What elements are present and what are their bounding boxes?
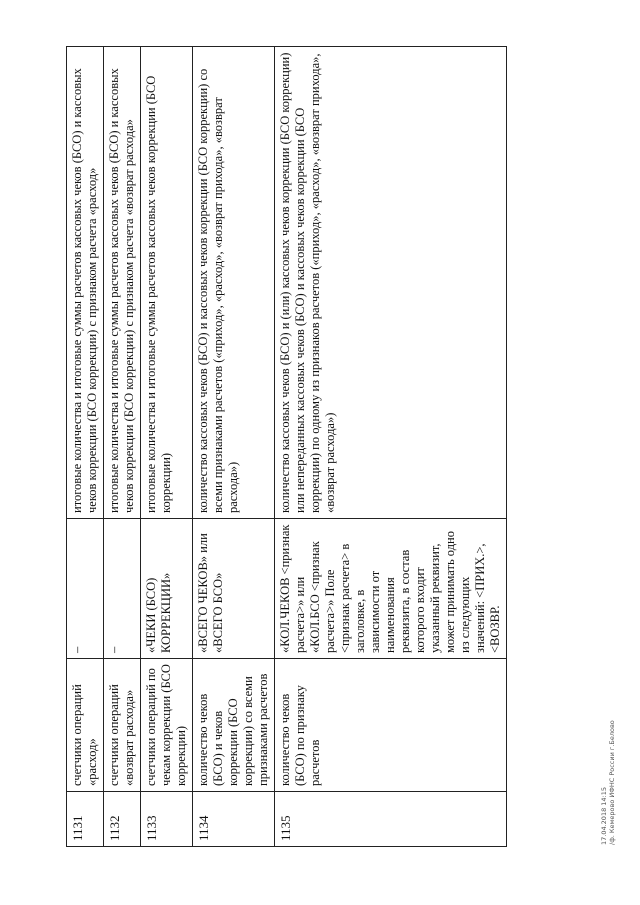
requisite-name: количество чеков (БСО) по признаку расчетов <box>275 659 507 792</box>
print-form-text: «ЧЕКИ (БСО) КОРРЕКЦИИ» <box>141 519 193 659</box>
requisite-code: 1133 <box>141 792 193 847</box>
requisite-name: счетчики операций «возврат расхода» <box>104 659 141 792</box>
table-row <box>104 47 141 847</box>
requisite-description: количество кассовых чеков (БСО) и кассовых чеков коррекции (БСО коррекции) со всеми признаками расчетов («приход», «расход», «возврат прихода», «возврат расхода») <box>193 47 275 519</box>
requisites-table <box>66 46 507 847</box>
requisite-code: 1134 <box>193 792 275 847</box>
requisite-code: 1132 <box>104 792 141 847</box>
table-row <box>141 47 193 847</box>
requisite-description: итоговые количества и итоговые суммы расчетов кассовых чеков коррекции (БСО коррекции) <box>141 47 193 519</box>
table-row <box>275 47 507 847</box>
requisite-name: счетчики операций по чекам коррекции (БСО коррекции) <box>141 659 193 792</box>
table-row <box>67 47 104 847</box>
requisite-description: итоговые количества и итоговые суммы расчетов кассовых чеков (БСО) и кассовых чеков коррекции (БСО коррекции) с признаком расчета «расход» <box>67 47 104 519</box>
print-form-text: – <box>67 519 104 659</box>
requisite-code: 1131 <box>67 792 104 847</box>
print-form-text: «КОЛ.ЧЕКОВ <признак расчета>» или «КОЛ.БСО <признак расчета>» Поле <признак расчета> в заголовке, в зависимости от наименования реквизита, в состав которого входит указанный реквизит, может принимать одно из следующих значений: <ПРИХ.>, <ВОЗВР. <box>275 519 507 659</box>
requisite-description: количество кассовых чеков (БСО) и (или) кассовых чеков коррекции (БСО коррекции) или непереданных кассовых чеков (БСО) и кассовых чеков коррекции (БСО коррекции) по одному из признаков расчетов («приход», «расход», «возврат прихода», «возврат расхода») <box>275 47 507 519</box>
table-row <box>193 47 275 847</box>
stamp-line-date: 17.04.2018 14:15 <box>600 786 608 845</box>
requisite-name: количество чеков (БСО) и чеков коррекции (БСО коррекции) со всеми признаками расчетов <box>193 659 275 792</box>
print-form-text: – <box>104 519 141 659</box>
requisite-name: счетчики операций «расход» <box>67 659 104 792</box>
registration-stamp <box>600 720 617 845</box>
requisite-code: 1135 <box>275 792 507 847</box>
print-form-text: «ВСЕГО ЧЕКОВ» или «ВСЕГО БСО» <box>193 519 275 659</box>
requisite-description: итоговые количества и итоговые суммы расчетов кассовых чеков (БСО) и кассовых чеков коррекции (БСО коррекции) с признаком расчета «возврат расхода» <box>104 47 141 519</box>
stamp-line-office: /ф. Кемерово ИФНС России г.Белово <box>608 720 617 845</box>
